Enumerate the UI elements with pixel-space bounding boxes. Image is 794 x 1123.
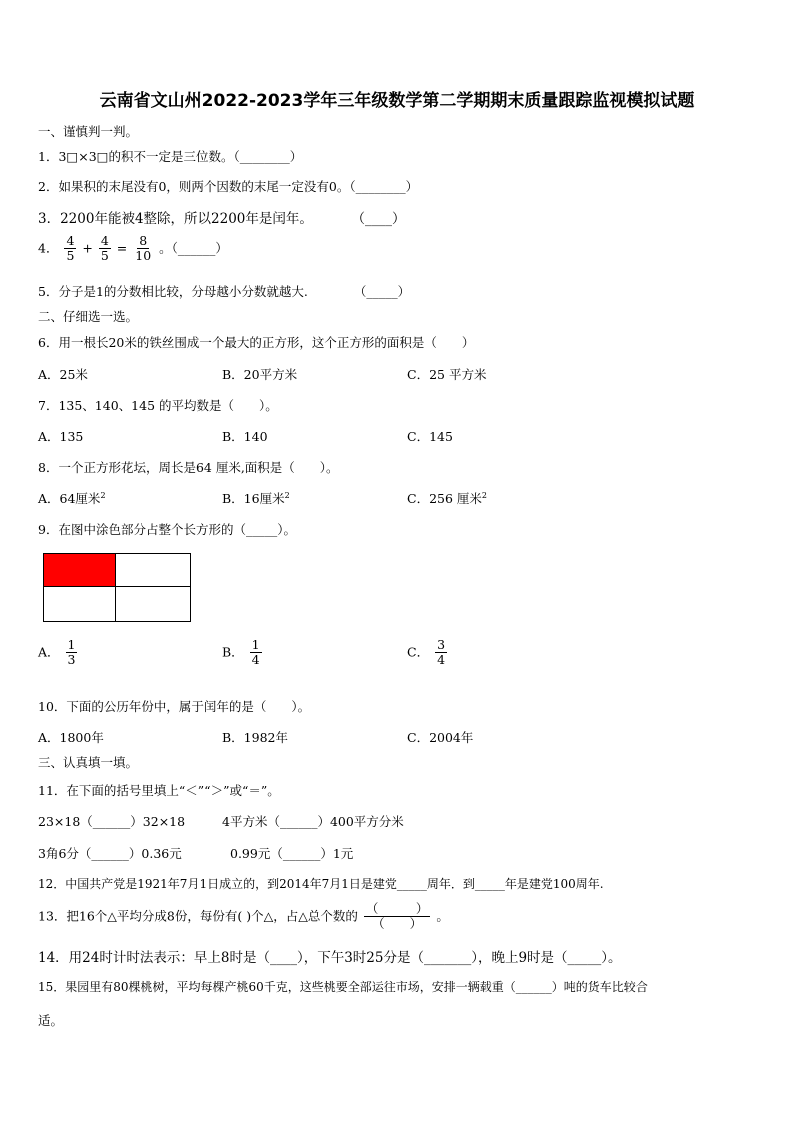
question-13-suffix: 。	[436, 908, 449, 924]
grid-cell	[116, 587, 190, 621]
question-15-line-1: 15．果园里有80棵桃树，平均每棵产桃60千克，这些桃要全部运往市场，安排一辆载重（______）吨的货车比较合	[38, 980, 648, 994]
question-3-blank: （____）	[351, 211, 406, 227]
fraction-c-numerator: 8	[139, 233, 148, 248]
fraction-b-denominator: 5	[100, 248, 109, 264]
q9-option-a-fraction	[66, 638, 78, 668]
fraction-b-numerator: 4	[100, 233, 109, 248]
q8-option-c-sup: 2	[481, 490, 487, 500]
question-14: 14．用24时计时法表示：早上8时是（____），下午3时25分是（_______），晚上9时是（_____）。	[38, 950, 622, 966]
q11-item-3: 3角6分（______）0.36元	[38, 846, 182, 861]
fraction-c	[133, 234, 153, 264]
q9-option-a-label: A．	[38, 644, 60, 660]
question-4-suffix: 。（______）	[159, 240, 228, 256]
q6-option-a: A．25米	[38, 367, 88, 382]
q9-option-b-numerator: 1	[251, 637, 260, 652]
q10-option-b: B．1982年	[222, 730, 288, 745]
q9-option-b	[222, 638, 264, 668]
q8-option-a	[38, 489, 106, 507]
equals-sign: =	[116, 240, 128, 256]
question-6: 6．用一根长20米的铁丝围成一个最大的正方形，这个正方形的面积是（ ）	[38, 335, 475, 350]
grid-cell	[116, 554, 190, 587]
question-13-text: 13．把16个△平均分成8份，每份有( )个△，占△总个数的	[38, 908, 358, 924]
question-1: 1．3□×3□的积不一定是三位数。（________）	[38, 149, 303, 164]
q9-option-c-label: C．	[407, 644, 430, 660]
question-15-line-2: 适。	[38, 1013, 64, 1028]
question-5-text: 5．分子是1的分数相比较，分母越小分数就越大.	[38, 284, 308, 299]
q8-option-b-text: B．16厘米	[222, 491, 285, 506]
grid-cell	[44, 587, 116, 621]
section-heading-2: 二、仔细选一选。	[38, 309, 139, 324]
plus-sign: +	[82, 240, 93, 256]
question-4-prefix: 4．	[38, 240, 59, 256]
question-7: 7．135、140、145 的平均数是（ ）。	[38, 398, 278, 413]
q9-option-c-numerator: 3	[437, 637, 446, 652]
question-9: 9．在图中涂色部分占整个长方形的（_____）。	[38, 522, 296, 537]
q9-option-b-denominator: 4	[251, 652, 260, 668]
q7-option-a: A．135	[38, 429, 84, 444]
q9-option-a-numerator: 1	[67, 637, 76, 652]
q9-option-a	[38, 638, 79, 668]
fraction-a-denominator: 5	[66, 248, 75, 264]
q9-option-c	[407, 638, 449, 668]
q9-option-a-denominator: 3	[67, 652, 76, 668]
q9-option-b-label: B．	[222, 644, 244, 660]
q8-option-a-sup: 2	[100, 490, 106, 500]
q10-option-c: C．2004年	[407, 730, 474, 745]
shaded-cell	[44, 554, 116, 587]
q6-option-b: B．20平方米	[222, 367, 298, 382]
question-13-numerator: （ ）	[365, 901, 429, 916]
question-2: 2．如果积的末尾没有0，则两个因数的末尾一定没有0。（________）	[38, 179, 419, 194]
fraction-b	[99, 234, 111, 264]
question-10: 10．下面的公历年份中，属于闰年的是（ ）。	[38, 699, 311, 714]
question-3-text: 3．2200年能被4整除，所以2200年是闰年。	[38, 211, 313, 227]
q9-option-b-fraction	[250, 638, 262, 668]
question-3	[38, 207, 406, 227]
question-4	[38, 234, 228, 264]
q8-option-c-text: C．256 厘米	[407, 491, 482, 506]
question-12: 12．中国共产党是1921年7月1日成立的，到2014年7月1日是建党_____周年．到_____年是建党100周年.	[38, 877, 604, 891]
question-13-denominator: （ ）	[372, 916, 423, 932]
q11-item-4: 0.99元（______）1元	[230, 846, 354, 861]
q11-item-1: 23×18（______）32×18	[38, 814, 186, 829]
question-13-fraction	[364, 902, 431, 932]
page-title: 云南省文山州2022-2023学年三年级数学第二学期期末质量跟踪监视模拟试题	[99, 91, 695, 111]
q10-option-a: A．1800年	[38, 730, 104, 745]
q8-option-a-text: A．64厘米	[38, 491, 101, 506]
q9-option-c-denominator: 4	[437, 652, 446, 668]
section-heading-1: 一、谨慎判一判。	[38, 124, 139, 139]
section-heading-3: 三、认真填一填。	[38, 755, 139, 770]
q6-option-c: C．25 平方米	[407, 367, 487, 382]
q9-option-c-fraction	[435, 638, 447, 668]
q8-option-b-sup: 2	[284, 490, 290, 500]
rectangle-figure	[43, 553, 191, 622]
question-5	[38, 282, 410, 300]
fraction-a	[64, 234, 76, 264]
q11-item-2: 4平方米（______）400平方分米	[222, 814, 404, 829]
q8-option-b	[222, 489, 290, 507]
q7-option-b: B．140	[222, 429, 268, 444]
fraction-a-numerator: 4	[66, 233, 75, 248]
question-13	[38, 902, 449, 932]
fraction-c-denominator: 10	[135, 248, 152, 264]
question-5-blank: （_____）	[353, 284, 411, 299]
q8-option-c	[407, 489, 487, 507]
question-11: 11．在下面的括号里填上“＜”“＞”或“＝”。	[38, 783, 280, 798]
question-8: 8．一个正方形花坛，周长是64 厘米,面积是（ ）。	[38, 460, 339, 475]
q7-option-c: C．145	[407, 429, 453, 444]
